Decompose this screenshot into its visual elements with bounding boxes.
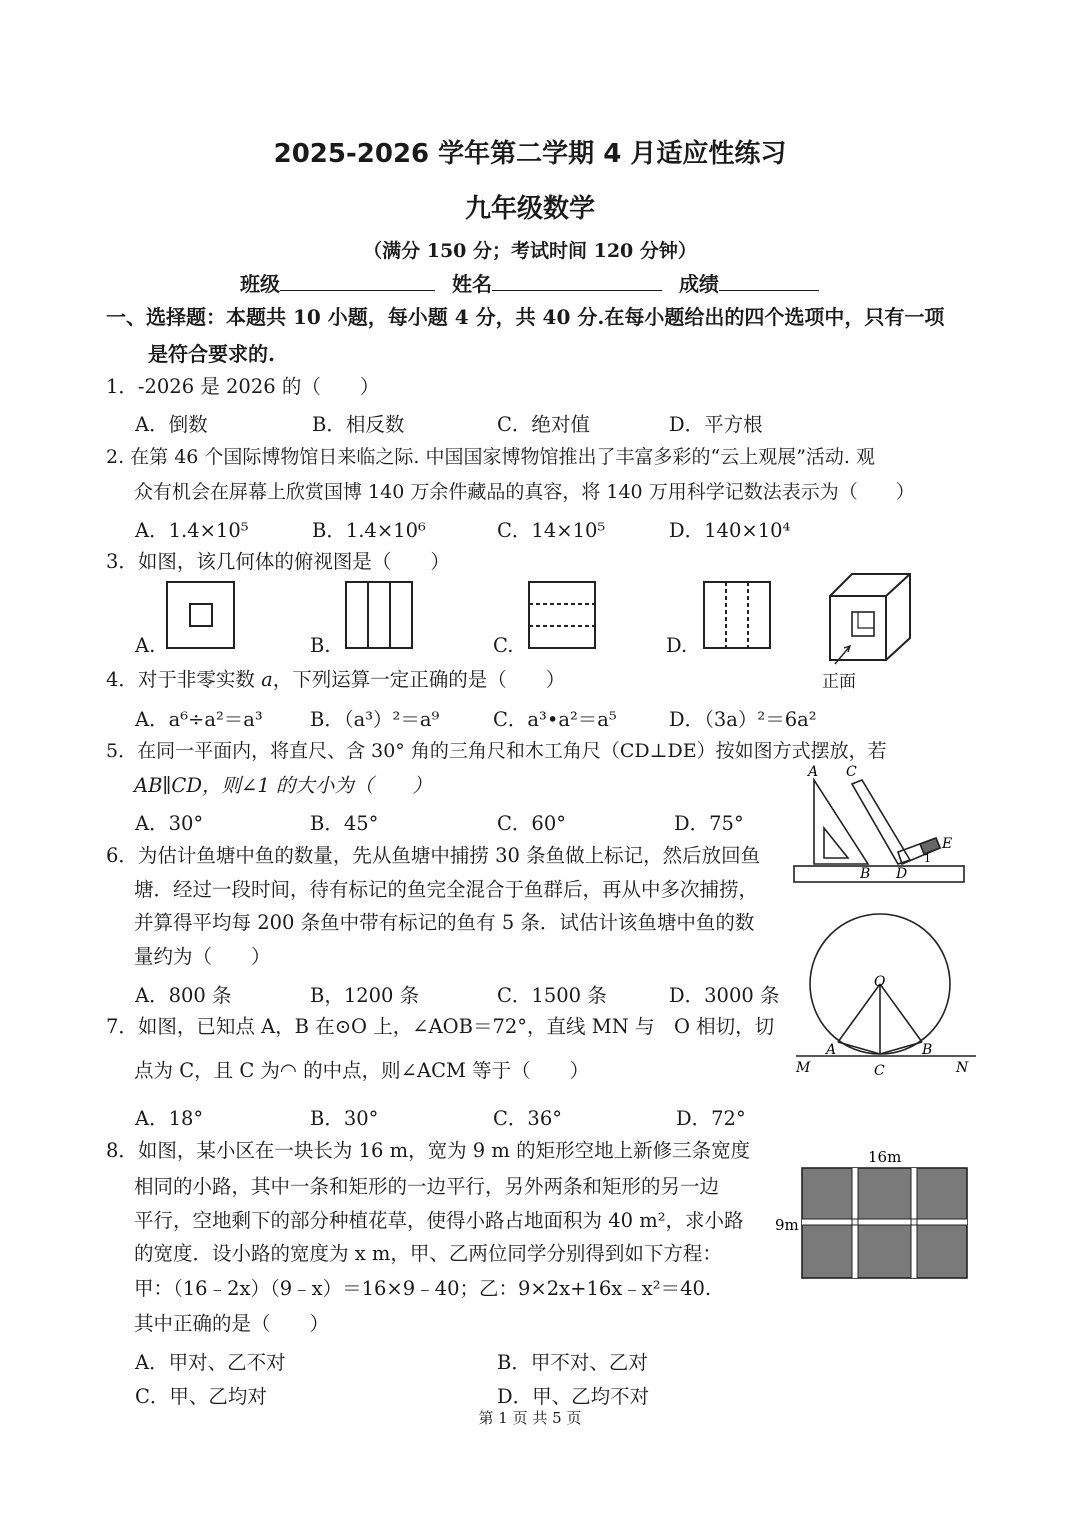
q7-option-b[interactable]: B．30° xyxy=(310,1107,379,1130)
q5-label-e: E xyxy=(942,836,953,852)
q7-option-d[interactable]: D．72° xyxy=(676,1107,746,1130)
q8-fig-height-label: 9m xyxy=(775,1216,799,1234)
q6-option-b[interactable]: B，1200 条 xyxy=(310,984,420,1007)
q2-option-b[interactable]: B．1.4×10⁶ xyxy=(312,519,426,542)
q8-fig-width-label: 16m xyxy=(868,1148,902,1166)
q8-option-d[interactable]: D．甲、乙均不对 xyxy=(497,1385,650,1408)
q8-line6: 其中正确的是（ ） xyxy=(134,1312,330,1335)
score-label: 成绩 xyxy=(678,272,719,296)
section-heading-line2: 是符合要求的. xyxy=(148,342,275,366)
q7-line2: 点为 C，且 C 为◠ 的中点，则∠ACM 等于（ ） xyxy=(134,1059,590,1082)
q2-option-d[interactable]: D．140×10⁴ xyxy=(669,519,791,542)
q3-option-c[interactable]: C. xyxy=(493,634,514,657)
q4-stem-var: a xyxy=(261,668,273,691)
q8-option-b[interactable]: B．甲不对、乙对 xyxy=(497,1351,648,1374)
q8-line3: 平行，空地剩下的部分种植花草，使得小路占地面积为 40 m²，求小路 xyxy=(134,1209,744,1232)
q6-option-d[interactable]: D．3000 条 xyxy=(669,984,780,1007)
q3-option-d[interactable]: D. xyxy=(666,634,688,657)
q3-option-a[interactable]: A. xyxy=(135,634,156,657)
q3-cube-caption: 正面 xyxy=(822,672,856,692)
q5-option-a[interactable]: A．30° xyxy=(135,812,204,835)
q6-line4: 量约为（ ） xyxy=(134,945,271,968)
class-label: 班级 xyxy=(240,272,280,296)
q2-line2: 众有机会在屏幕上欣赏国博 140 万余件藏品的真容，将 140 万用科学记数法表示为（ ） xyxy=(134,481,915,503)
q4-option-c[interactable]: C．a³•a²＝a⁵ xyxy=(493,708,617,731)
q8-path-h xyxy=(802,1219,967,1225)
q1-option-b[interactable]: B．相反数 xyxy=(312,413,405,436)
q5-option-c[interactable]: C．60° xyxy=(497,812,566,835)
q6-option-a[interactable]: A．800 条 xyxy=(135,984,232,1007)
section-heading-line1: 一、选择题：本题共 10 小题，每小题 4 分，共 40 分.在每小题给出的四个选项中，只有一项 xyxy=(106,305,945,329)
q4-stem-b: ，下列运算一定正确的是（ ） xyxy=(272,668,566,691)
exam-title: 2025-2026 学年第二学期 4 月适应性练习 xyxy=(273,139,787,169)
q7-label-o: O xyxy=(874,974,886,990)
q7-label-a: A xyxy=(826,1042,837,1058)
q4-option-b[interactable]: B．（a³）²＝a⁹ xyxy=(310,708,440,731)
q2-line1: 2. 在第 46 个国际博物馆日来临之际. 中国国家博物馆推出了丰富多彩的“云上观展”活动. 观 xyxy=(106,446,876,468)
q8-line1: 8．如图，某小区在一块长为 16 m，宽为 9 m 的矩形空地上新修三条宽度 xyxy=(106,1139,751,1162)
q7-label-n: N xyxy=(956,1060,969,1076)
q7-label-b: B xyxy=(922,1042,933,1058)
q3-stem: 3．如图，该几何体的俯视图是（ ） xyxy=(106,550,450,573)
q8-option-c[interactable]: C．甲、乙均对 xyxy=(135,1385,267,1408)
q2-option-a[interactable]: A．1.4×10⁵ xyxy=(135,519,249,542)
q3-option-b[interactable]: B. xyxy=(310,634,331,657)
page-footer: 第 1 页 共 5 页 xyxy=(478,1409,582,1427)
name-label: 姓名 xyxy=(451,272,492,296)
q6-line1: 6．为估计鱼塘中鱼的数量，先从鱼塘中捕捞 30 条鱼做上标记，然后放回鱼 xyxy=(106,844,761,867)
q7-option-a[interactable]: A．18° xyxy=(135,1107,204,1130)
q2-option-c[interactable]: C．14×10⁵ xyxy=(497,519,606,542)
q5-label-1: 1 xyxy=(924,852,931,865)
q1-option-a[interactable]: A．倒数 xyxy=(135,413,208,436)
q5-line2: AB∥CD，则∠1 的大小为（ ） xyxy=(134,774,432,797)
q4-stem-a: 4．对于非零实数 xyxy=(106,668,262,691)
q7-label-m: M xyxy=(796,1060,811,1076)
q5-option-b[interactable]: B．45° xyxy=(310,812,379,835)
q1-stem: 1．-2026 是 2026 的（ ） xyxy=(106,375,380,398)
q6-line2: 塘．经过一段时间，待有标记的鱼完全混合于鱼群后，再从中多次捕捞， xyxy=(134,878,759,901)
q7-label-c: C xyxy=(874,1063,885,1079)
q5-label-b: B xyxy=(860,866,871,882)
q8-line5: 甲：（16﹣2x）（9﹣x）＝16×9﹣40；乙：9×2x+16x﹣x²＝40. xyxy=(134,1277,712,1300)
q5-label-d: D xyxy=(896,866,908,882)
q6-line3: 并算得平均每 200 条鱼中带有标记的鱼有 5 条．试估计该鱼塘中鱼的数 xyxy=(134,911,755,934)
q4-option-d[interactable]: D．（3a）²＝6a² xyxy=(669,708,817,731)
q8-line4: 的宽度．设小路的宽度为 x m，甲、乙两位同学分别得到如下方程： xyxy=(134,1242,722,1265)
q4-option-a[interactable]: A．a⁶÷a²＝a³ xyxy=(135,708,263,731)
q8-line2: 相同的小路，其中一条和矩形的一边平行，另外两条和矩形的另一边 xyxy=(134,1175,720,1198)
q7-option-c[interactable]: C．36° xyxy=(493,1107,562,1130)
exam-note: （满分 150 分；考试时间 120 分钟） xyxy=(363,240,697,262)
q1-option-c[interactable]: C．绝对值 xyxy=(497,413,590,436)
q8-option-a[interactable]: A．甲对、乙不对 xyxy=(135,1351,286,1374)
exam-subtitle: 九年级数学 xyxy=(464,194,595,224)
q5-label-a: A xyxy=(808,764,819,780)
q1-option-d[interactable]: D．平方根 xyxy=(669,413,763,436)
q5-line1: 5．在同一平面内，将直尺、含 30° 角的三角尺和木工角尺（CD⊥DE）按如图方式摆放，若 xyxy=(106,740,887,762)
q6-option-c[interactable]: C．1500 条 xyxy=(497,984,607,1007)
q5-label-c: C xyxy=(846,764,857,780)
q5-option-d[interactable]: D．75° xyxy=(674,812,744,835)
q7-line1: 7．如图，已知点 A，B 在⊙O 上，∠AOB＝72°，直线 MN 与 O 相切，切 xyxy=(106,1015,775,1038)
